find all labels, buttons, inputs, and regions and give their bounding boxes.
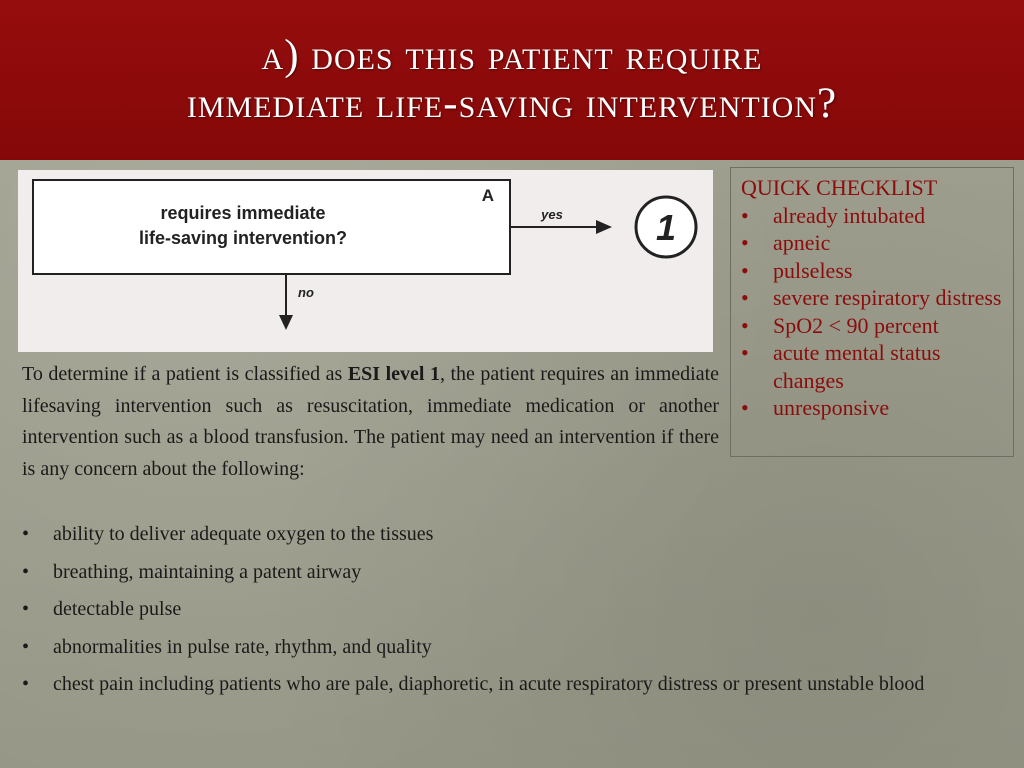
bullet-icon: • [22, 635, 30, 658]
checklist-item [741, 339, 1005, 394]
no-arrowhead [279, 315, 293, 330]
concern-item [22, 633, 1017, 661]
concern-item [22, 520, 1017, 548]
checklist-item-text: SpO2 < 90 percent [773, 312, 939, 338]
flowchart-svg [18, 170, 713, 352]
slide-title-line-2: immediate life-saving intervention? [186, 80, 838, 127]
checklist-item-text: pulseless [773, 257, 853, 283]
decision-label-line-1: requires immediate [160, 203, 326, 223]
checklist-item [741, 284, 1005, 312]
checklist-item [741, 229, 1005, 257]
checklist-items [741, 202, 1005, 422]
bullet-icon: • [22, 560, 30, 583]
yes-arrowhead [596, 220, 612, 234]
quick-checklist [730, 167, 1014, 457]
concern-item [22, 558, 1017, 586]
title-bar [0, 0, 1024, 160]
decision-box [33, 180, 510, 274]
slide-title-line-1: a) does this patient require [261, 32, 763, 79]
no-label: no [298, 285, 314, 300]
decision-letter: A [481, 186, 494, 205]
checklist-item-text: severe respiratory distress [773, 285, 1002, 310]
esi-level-number: 1 [655, 207, 677, 248]
bullet-icon: • [741, 257, 749, 283]
checklist-item-text: already intubated [773, 202, 926, 228]
bullet-icon: • [741, 340, 749, 365]
checklist-title: QUICK CHECKLIST [741, 175, 938, 200]
checklist-item [741, 202, 1005, 230]
concern-item-text: detectable pulse [53, 598, 182, 620]
bullet-icon: • [741, 230, 749, 255]
concern-list [22, 520, 1017, 708]
concern-item-text: ability to deliver adequate oxygen to the tissues [53, 523, 434, 545]
intro-paragraph [22, 359, 719, 485]
checklist-item [741, 257, 1005, 285]
decision-label-line-2: life-saving intervention? [138, 228, 348, 248]
bullet-icon: • [741, 285, 749, 310]
concern-item [22, 670, 1017, 698]
bullet-icon: • [22, 673, 30, 695]
checklist-item-text: apneic [773, 230, 831, 255]
concern-item-text: breathing, maintaining a patent airway [53, 560, 362, 583]
yes-label: yes [541, 207, 563, 222]
checklist-item [741, 312, 1005, 340]
bullet-icon: • [741, 202, 749, 228]
intro-text-end: , the patient requires an immediate lifesaving intervention such as resuscitation, immediate medication or another intervention such as a blood transfusion. The patient may need an intervention if there is any concern about the following: [22, 363, 720, 480]
intro-text-start: To determine if a patient is classified as [22, 363, 348, 385]
esi-level-emphasis: ESI level 1 [347, 363, 440, 385]
bullet-icon: • [741, 312, 749, 338]
esi-flowchart [18, 170, 713, 352]
concern-item [22, 595, 1017, 623]
bullet-icon: • [741, 395, 749, 420]
checklist-item-text: unresponsive [773, 395, 890, 420]
bullet-icon: • [22, 523, 30, 545]
checklist-item [741, 394, 1005, 422]
concern-item-text: chest pain including patients who are pale, diaphoretic, in acute respiratory distress or present unstable blood [53, 673, 925, 695]
checklist-item-text: acute mental status changes [773, 340, 941, 393]
bullet-icon: • [22, 598, 30, 620]
concern-item-text: abnormalities in pulse rate, rhythm, and quality [53, 635, 432, 658]
